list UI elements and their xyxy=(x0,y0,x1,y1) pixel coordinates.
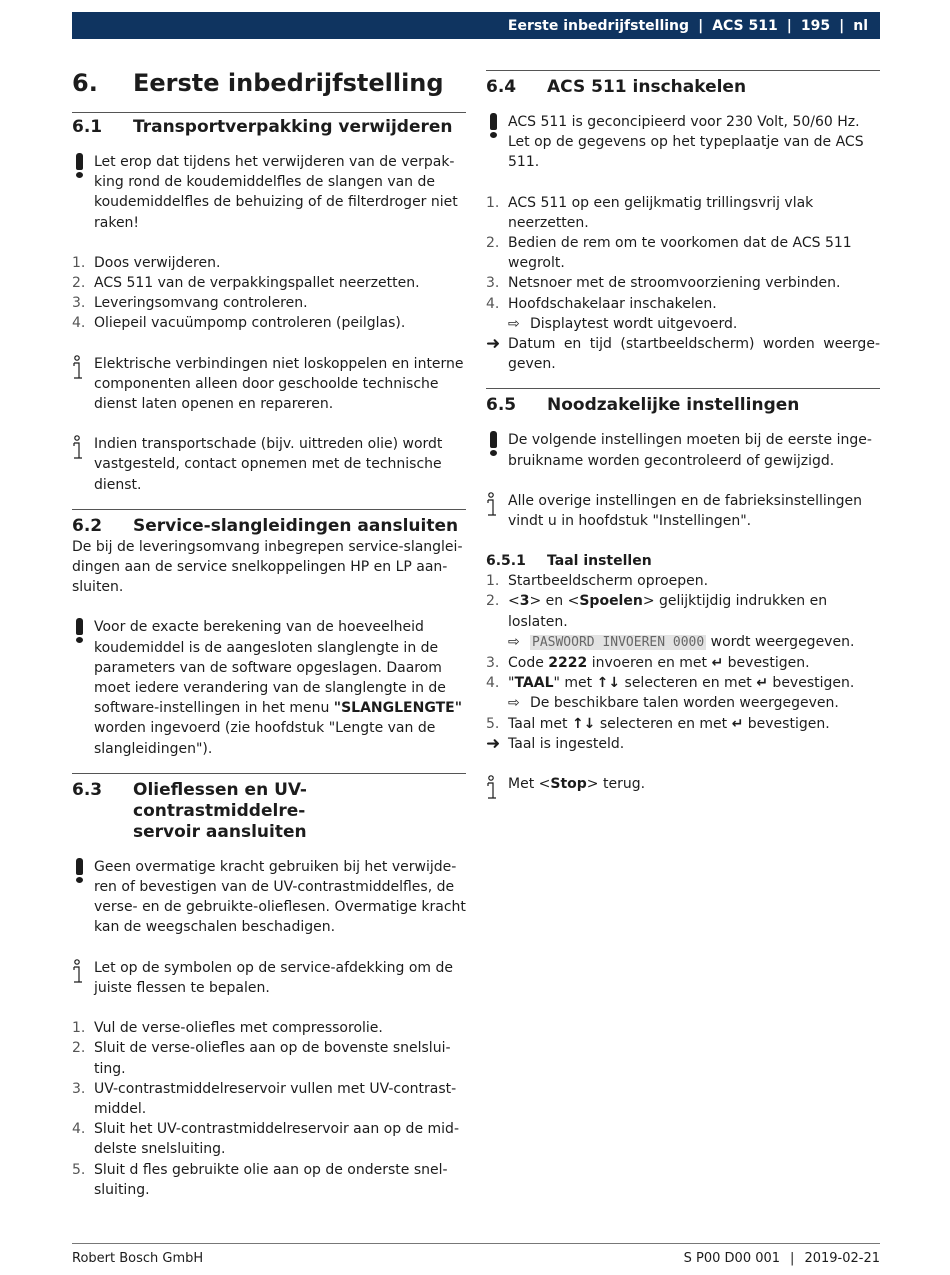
sub-result: ⇨ Displaytest wordt uitgevoerd. xyxy=(486,314,880,334)
enter-key-icon: ↵ xyxy=(756,675,768,692)
section-6-1-title: 6.1 Transportverpakking verwijderen xyxy=(72,117,453,137)
list-item: 5. Sluit d fles gebruikte olie aan op de onderste snelsluiting. xyxy=(72,1161,448,1198)
hollow-arrow-icon: ⇨ xyxy=(508,695,520,712)
header-chapter: Eerste inbedrijfstelling xyxy=(507,17,690,34)
warning-note: De volgende instellingen moeten bij de eerste ingebruikname worden gecontroleerd of gewijzigd. xyxy=(486,430,880,470)
section-6-5-1-title: 6.5.1 Taal instellen xyxy=(486,553,652,570)
list-item: 5. Taal met ↑↓ selecteren en met ↵ bevestigen. xyxy=(486,715,830,732)
footer-date: 2019-02-21 xyxy=(804,1251,880,1266)
list-item: 2. Bedien de rem om te voorkomen dat de ACS 511 wegrolt. xyxy=(486,235,852,272)
exclamation-icon xyxy=(72,857,94,883)
section-6-3-title: 6.3 Olieflessen en UV-contrastmiddelre- servoir aansluiten xyxy=(72,773,466,843)
info-note: Elektrische verbindingen niet loskoppelen en interne componenten alleen door geschoolde technische dienst laten openen en repareren. xyxy=(72,354,466,415)
info-icon xyxy=(486,491,508,518)
steps-list xyxy=(72,1018,466,1200)
info-note: Met <Stop> terug. xyxy=(486,774,880,801)
list-item: 1. ACS 511 op een gelijkmatig trillingsvrij vlak neerzetten. xyxy=(486,194,814,231)
list-item: 4. Hoofdschakelaar inschakelen. xyxy=(486,295,717,312)
steps-list xyxy=(72,253,466,334)
warning-note: Voor de exacte berekening van de hoeveelheid koudemiddel is de aangesloten slanglengte in de parameters van de software opgeslagen. Daarom moet iedere verandering van de slanglengte in de software-instellingen in het menu "SLANGLENGTE" worden ingevoerd (zie hoofdstuk "Lengte van de slangleidingen"). xyxy=(72,617,466,758)
chapter-title: 6. Eerste inbedrijfstelling xyxy=(72,66,466,113)
up-down-arrows-icon: ↑↓ xyxy=(571,715,596,732)
arrow-right-icon: ➜ xyxy=(486,334,501,355)
list-item: 2. ACS 511 van de verpakkingspallet neerzetten. xyxy=(72,275,420,292)
footer-doc-number: S P00 D00 001 xyxy=(683,1251,781,1266)
header-product: ACS 511 xyxy=(712,17,778,34)
warning-note: Let erop dat tijdens het verwijderen van de verpakking rond de koudemiddelfles de slangen van de koudemiddelfles de behuizing of de filterdroger niet raken! xyxy=(72,152,466,233)
result-line: ➜ Datum en tijd (startbeeldscherm) worden weergegeven. xyxy=(486,334,880,374)
info-note: Indien transportschade (bijv. uittreden olie) wordt vastgesteld, contact opnemen met de technische dienst. xyxy=(72,434,466,495)
list-item: 3. Leveringsomvang controleren. xyxy=(72,295,308,312)
page-footer: Robert Bosch GmbH S P00 D00 001 | 2019-02-21 xyxy=(72,1243,880,1266)
sub-result: ⇨ De beschikbare talen worden weergegeven. xyxy=(486,693,880,713)
arrow-right-icon: ➜ xyxy=(486,733,501,754)
list-item: 3. Netsnoer met de stroomvoorziening verbinden. xyxy=(486,275,841,292)
steps-list xyxy=(486,653,880,693)
page-header: Eerste inbedrijfstelling | ACS 511 | 195 | nl xyxy=(72,12,880,39)
sub-result: ⇨ PASWOORD INVOEREN 0000 wordt weergegeven. xyxy=(486,632,880,653)
section-6-5-title: 6.5 Noodzakelijke instellingen xyxy=(486,388,880,416)
enter-key-icon: ↵ xyxy=(731,715,744,732)
list-item: 4. "TAAL" met ↑↓ selecteren en met ↵ bevestigen. xyxy=(486,675,855,692)
steps-list xyxy=(486,193,880,314)
left-column xyxy=(72,66,466,1200)
exclamation-icon xyxy=(486,430,508,456)
display-text: PASWOORD INVOEREN 0000 xyxy=(532,634,705,650)
warning-note: ACS 511 is geconcipieerd voor 230 Volt, 50/60 Hz. Let op de gegevens op het typeplaatje van de ACS 511. xyxy=(486,112,880,173)
section-6-4-title: 6.4 ACS 511 inschakelen xyxy=(486,70,880,98)
up-down-arrows-icon: ↑↓ xyxy=(596,675,621,692)
list-item: 3. Code 2222 invoeren en met ↵ bevestigen. xyxy=(486,655,810,672)
info-note: Let op de symbolen op de service-afdekking om de juiste flessen te bepalen. xyxy=(72,958,466,998)
info-note: Alle overige instellingen en de fabrieksinstellingen vindt u in hoofdstuk "Instellingen". xyxy=(486,491,880,531)
steps-list xyxy=(486,571,880,632)
list-item: 1. Vul de verse-oliefles met compressorolie. xyxy=(72,1020,383,1037)
info-icon xyxy=(72,434,94,461)
result-line: ➜ Taal is ingesteld. xyxy=(486,733,625,754)
right-column xyxy=(486,70,880,801)
info-icon xyxy=(486,774,508,801)
list-item: 1. Startbeeldscherm oproepen. xyxy=(486,573,709,590)
hollow-arrow-icon: ⇨ xyxy=(508,315,520,332)
enter-key-icon: ↵ xyxy=(711,655,724,672)
hollow-arrow-icon: ⇨ xyxy=(508,633,520,650)
list-item: 4. Oliepeil vacuümpomp controleren (peilglas). xyxy=(72,315,406,332)
exclamation-icon xyxy=(72,617,94,643)
section-6-2-title: 6.2 Service-slangleidingen aansluiten xyxy=(72,509,466,537)
info-icon xyxy=(72,354,94,381)
list-item: 4. Sluit het UV-contrastmiddelreservoir aan op de middelste snelsluiting. xyxy=(72,1121,459,1158)
section-6-2-text: De bij de leveringsomvang inbegrepen service-slangleidingen aan de service snelkoppelingen HP en LP aansluiten. xyxy=(72,538,463,596)
warning-note: Geen overmatige kracht gebruiken bij het verwijderen of bevestigen van de UV-contrastmiddelfles, de verse- en de gebruikte-olieflesen. Overmatige kracht kan de weegschalen beschadigen. xyxy=(72,857,466,938)
header-page-number: 195 xyxy=(800,17,831,34)
info-icon xyxy=(72,958,94,985)
steps-list xyxy=(486,714,880,734)
footer-company: Robert Bosch GmbH xyxy=(72,1251,204,1266)
list-item: 3. UV-contrastmiddelreservoir vullen met UV-contrastmiddel. xyxy=(72,1080,457,1117)
exclamation-icon xyxy=(486,112,508,138)
exclamation-icon xyxy=(72,152,94,178)
list-item: 2. <3> en <Spoelen> gelijktijdig indrukken en loslaten. xyxy=(486,593,828,630)
header-language: nl xyxy=(853,17,868,34)
list-item: 1. Doos verwijderen. xyxy=(72,254,221,271)
list-item: 2. Sluit de verse-oliefles aan op de bovenste snelsluiting. xyxy=(72,1040,451,1077)
